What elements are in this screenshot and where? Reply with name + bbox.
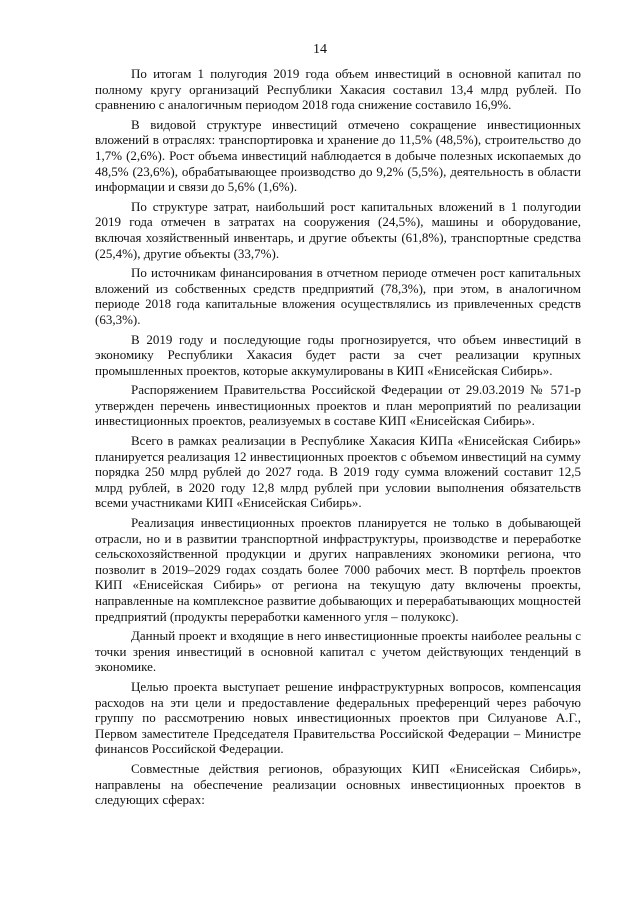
- paragraph-10: Целью проекта выступает решение инфраструктурных вопросов, компенсация расходов на эти цели и предоставление федеральных преференций через рабочую группу по рассмотрению новых инвестиционных проектов при Силуанове А.Г., Первом заместителе Председателя Правительства Российской Федерации – Министре финансов Российской Федерации.: [95, 678, 581, 757]
- paragraph-4: По источникам финансирования в отчетном периоде отмечен рост капитальных вложений из собственных средств предприятий (78,3%), при этом, в аналогичном периоде 2018 года капитальные вложения осуществлялись из привлеченных средств (63,3%).: [95, 265, 581, 327]
- paragraph-11: Совместные действия регионов, образующих КИП «Енисейская Сибирь», направлены на обеспечение реализации основных инвестиционных проектов в следующих сферах:: [95, 760, 581, 808]
- paragraph-9: Данный проект и входящие в него инвестиционные проекты наиболее реальны с точки зрения инвестиций в основной капитал с учетом действующих тенденций в экономике.: [95, 628, 581, 675]
- paragraph-2: В видовой структуре инвестиций отмечено сокращение инвестиционных вложений в отраслях: транспортировка и хранение до 11,5% (48,5%), строительство до 1,7% (2,6%). Рост объема инвестиций наблюдается в добыче полезных ископаемых до 48,5% (23,6%), обрабатывающее производство до 9,2% (5,5%), деятельность в области информации и связи до 5,6% (1,6%).: [95, 116, 581, 195]
- paragraph-7: Всего в рамках реализации в Республике Хакасия КИПа «Енисейская Сибирь» планируется реализация 12 инвестиционных проектов с объемом инвестиций на сумму порядка 250 млрд рублей до 2027 года. В 2019 году сумма вложений составит 12,5 млрд рублей, в 2020 году 12,8 млрд рублей при условии выполнения обязательств всеми участниками КИП «Енисейская Сибирь».: [95, 433, 581, 511]
- page-number: 14: [313, 42, 327, 57]
- paragraph-1: По итогам 1 полугодия 2019 года объем инвестиций в основной капитал по полному кругу организаций Республики Хакасия составил 13,4 млрд рублей. По сравнению с аналогичным периодом 2018 года снижение составило 16,9%.: [95, 66, 581, 113]
- paragraph-8: Реализация инвестиционных проектов планируется не только в добывающей отрасли, но и в развитии транспортной инфраструктуры, производстве и переработке сельскохозяйственной продукции и других направлениях экономики региона, что позволит в 2019–2029 годах создать более 7000 рабочих мест. В портфель проектов КИП «Енисейская Сибирь» от региона на текущую дату включены проекты, направленные на комплексное развитие добывающих и перерабатывающих мощностей предприятий (продукты переработки каменного угля – полукокс).: [95, 515, 581, 624]
- document-body: [95, 66, 581, 812]
- paragraph-3: По структуре затрат, наибольший рост капитальных вложений в 1 полугодии 2019 года отмечен в затратах на сооружения (24,5%), машины и оборудование, включая хозяйственный инвентарь, и другие объекты (61,8%), транспортные средства (25,4%), другие объекты (33,7%).: [95, 198, 581, 261]
- paragraph-6: Распоряжением Правительства Российской Федерации от 29.03.2019 № 571-р утвержден перечень инвестиционных проектов и план мероприятий по реализации инвестиционных проектов, реализуемых в составе КИП «Енисейская Сибирь».: [95, 382, 581, 429]
- paragraph-5: В 2019 году и последующие годы прогнозируется, что объем инвестиций в экономику Республики Хакасия будет расти за счет реализации крупных промышленных проектов, которые аккумулированы в КИП «Енисейская Сибирь».: [95, 331, 581, 378]
